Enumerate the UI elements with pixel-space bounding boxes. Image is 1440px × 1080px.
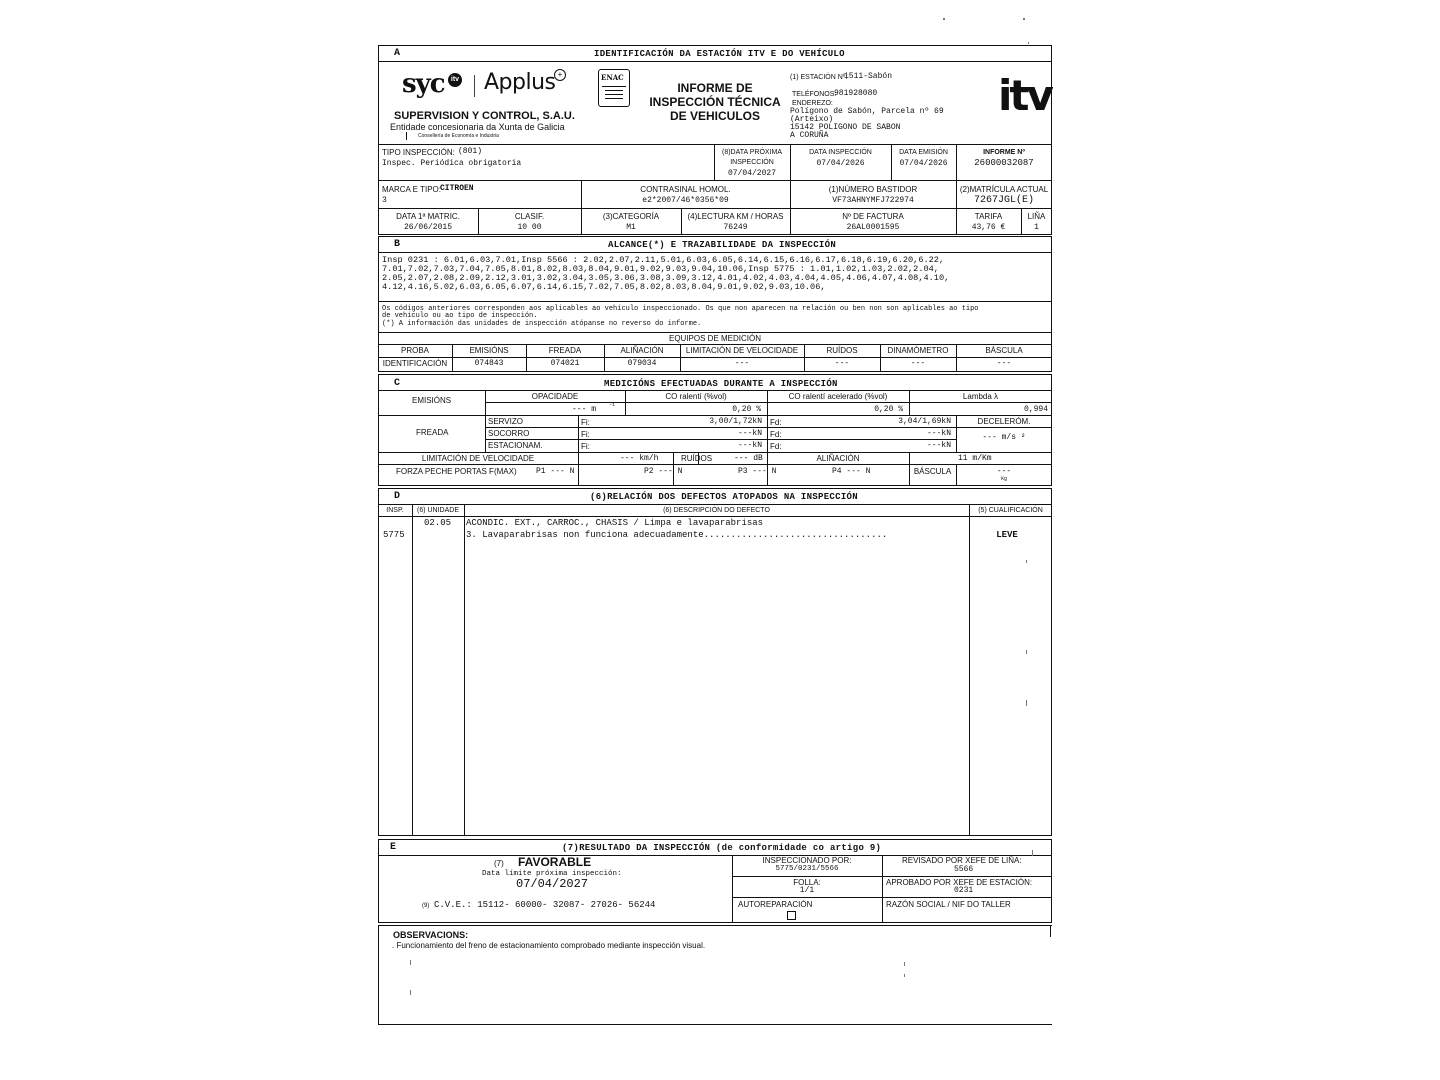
tarifa-value: 43,76 € xyxy=(971,223,1006,232)
note-line-3: (*) A información das unidades de inspección atópanse no reverso do informe. xyxy=(382,320,702,328)
equip-cell: --- xyxy=(834,359,850,368)
codes-line-3: 2.05,2.07,2.08,2.09,2.12,3.01,3.02,3.04,3.05,3.06,3.08,3.09,3.12,4.01,4.02,4.03,4.04,4.05,4.06,4.07,4.08,4.10, xyxy=(382,273,950,283)
station-label: (1) ESTACIÓN Nº: xyxy=(790,74,848,81)
emis-date-value: 07/04/2026 xyxy=(899,159,948,168)
factura-label: Nº DE FACTURA xyxy=(842,212,904,221)
report-title-1: INFORME DE xyxy=(677,81,753,95)
tipo-value: Inspec. Periódica obrigatoria xyxy=(382,159,522,168)
section-b-title: ALCANCE(*) E TRAZABILIDADE DA INSPECCIÓN xyxy=(608,240,837,250)
section-d-title: (6)RELACIÓN DOS DEFECTOS ATOPADOS NA INSPECCIÓN xyxy=(590,492,858,502)
scan-speck xyxy=(1026,560,1027,563)
enac-logo: ENAC xyxy=(598,69,630,107)
tipo-label: TIPO INSPECCIÓN: xyxy=(382,148,455,157)
insp-date-value: 07/04/2026 xyxy=(816,159,865,168)
equip-col-header: EMISIÓNS xyxy=(469,346,509,355)
emis-date-label: DATA EMISIÓN xyxy=(899,149,948,156)
section-d xyxy=(378,488,1052,836)
equip-cell: --- xyxy=(734,359,750,368)
lina-value: 1 xyxy=(1034,223,1039,232)
result-value: FAVORABLE xyxy=(518,855,592,869)
report-title-2: INSPECCIÓN TÉCNICA xyxy=(649,95,781,109)
socorro-fi-label: Fi: xyxy=(581,430,590,439)
freada-label: FREADA xyxy=(416,428,449,437)
matric-date-label: DATA 1ª MATRIC. xyxy=(396,212,460,221)
tarifa-label: TARIFA xyxy=(974,212,1003,221)
ruidos-value: --- dB xyxy=(734,454,763,463)
socorro-fi-value: ---kN xyxy=(737,429,762,438)
plus-icon: + xyxy=(554,69,566,81)
scan-speck xyxy=(904,962,905,966)
socorro-label: SOCORRO xyxy=(488,429,530,438)
servizo-fi-label: Fi: xyxy=(581,418,590,427)
equip-col-header: PROBA xyxy=(400,346,429,355)
limit-label: LIMITACIÓN DE VELOCIDADE xyxy=(421,454,535,463)
lectura-label: (4)LECTURA KM / HORAS xyxy=(687,212,784,221)
servizo-fd-value: 3,04/1,69kN xyxy=(898,417,951,426)
phones-value: 981928080 xyxy=(834,89,878,98)
model-value: 3 xyxy=(382,196,387,205)
scan-speck xyxy=(1032,850,1033,856)
codes-line-4: 4.12,4.16,5.02,6.03,6.05,6.07,6.14,6.15,7.02,7.05,8.02,8.03,8.04,9.01,9.02,9.03,10.06, xyxy=(382,282,826,292)
lambda-value: 0,994 xyxy=(1023,405,1048,414)
matricula-value: 7267JGL(E) xyxy=(973,195,1034,206)
bascula-label: BÁSCULA xyxy=(913,467,952,476)
co-acel-label: CO ralentí acelerado (%vol) xyxy=(788,392,888,401)
col-cualificacion: (5) CUALIFICACIÓN xyxy=(978,507,1043,514)
informe-label: INFORME Nº xyxy=(983,149,1025,156)
equip-col-header: RUÍDOS xyxy=(826,346,858,355)
observations-box xyxy=(378,925,1052,1025)
decelerom-value: --- m/s ² xyxy=(982,433,1026,442)
address-line-1: Polígono de Sabón, Parcela nº 69 xyxy=(790,107,944,116)
bastidor-value: VF73AHNYMFJ722974 xyxy=(832,196,914,205)
section-a-letter: A xyxy=(394,48,401,59)
bastidor-label: (1)NÚMERO BASTIDOR xyxy=(828,185,918,194)
alin-label: ALIÑACIÓN xyxy=(816,454,860,463)
servizo-fd-label: Fd: xyxy=(770,418,782,427)
next-insp-label-2: INSPECCIÓN xyxy=(730,159,774,166)
inspected-by-value: 5775/0231/5566 xyxy=(775,865,839,873)
emisions-label: EMISIÓNS xyxy=(412,396,452,405)
equip-cell: 074843 xyxy=(474,359,504,368)
concession-text: Entidade concesionaria da Xunta de Galicia xyxy=(390,122,565,132)
informe-value: 26000032087 xyxy=(974,158,1034,168)
scan-speck xyxy=(943,18,945,20)
socorro-fd-label: Fd: xyxy=(770,430,782,439)
co-acel-value: 0,20 % xyxy=(874,405,903,414)
scan-speck xyxy=(1026,650,1027,654)
opacidade-value: --- m xyxy=(572,405,597,414)
next-insp-value: 07/04/2027 xyxy=(727,169,776,178)
factura-value: 26AL0001595 xyxy=(846,223,900,232)
clasif-value: 10 00 xyxy=(517,223,542,232)
opacidade-unit: -1 xyxy=(609,402,616,408)
matricula-label: (2)MATRÍCULA ACTUAL xyxy=(959,185,1049,194)
col-descricion: (6) DESCRIPCIÓN DO DEFECTO xyxy=(663,507,770,514)
servizo-label: SERVIZO xyxy=(488,417,523,426)
approved-label: APROBADO POR XEFE DE ESTACIÓN: xyxy=(886,878,1033,887)
limit-value: --- km/h xyxy=(620,454,659,463)
scan-speck xyxy=(410,960,411,965)
station-value: 1511-Sabón xyxy=(844,72,893,81)
scan-speck xyxy=(1023,18,1025,20)
company-name: SUPERVISION Y CONTROL, S.A.U. xyxy=(394,110,575,122)
decelerom-label: DECELERÓM. xyxy=(977,417,1031,426)
p3-value: P3 --- N xyxy=(738,467,777,476)
defect-insp-value: 5775 xyxy=(383,530,405,540)
cve-code: C.V.E.: 15112- 60000- 32087- 27026- 56244 xyxy=(434,900,656,910)
reviewed-label: REVISADO POR XEFE DE LIÑA: xyxy=(902,856,1022,865)
equip-cell: 074021 xyxy=(550,359,580,368)
scan-speck xyxy=(1028,42,1029,44)
razon-label: RAZÓN SOCIAL / NIF DO TALLER xyxy=(886,900,1011,909)
estac-fd-label: Fd: xyxy=(770,442,782,451)
result-prefix: (7) xyxy=(494,859,504,868)
equip-cell: 079034 xyxy=(627,359,657,368)
phones-label: TELÉFONOS: xyxy=(792,91,837,98)
estac-fd-value: ---kN xyxy=(926,441,951,450)
alin-value: 11 m/Km xyxy=(958,454,992,463)
equip-cell: --- xyxy=(910,359,926,368)
autoreparacion-checkbox[interactable] xyxy=(787,911,796,920)
p1-value: P1 --- N xyxy=(536,467,575,476)
observations-title: OBSERVACIONS: xyxy=(393,930,469,940)
defect-description: 3. Lavaparabrisas non funciona adecuadamente.................................. xyxy=(466,530,888,540)
scan-speck xyxy=(1026,700,1027,706)
folla-label: FOLLA: xyxy=(793,878,821,887)
homol-label: CONTRASINAL HOMOL. xyxy=(640,185,731,194)
equipos-title: EQUIPOS DE MEDICIÓN xyxy=(668,334,761,343)
col-unidade: (6) UNIDADE xyxy=(416,507,459,514)
scan-speck xyxy=(410,990,411,995)
limit-date-value: 07/04/2027 xyxy=(516,877,589,891)
approved-value: 0231 xyxy=(954,886,974,895)
equip-col-header: LIMITACIÓN DE VELOCIDADE xyxy=(685,346,799,355)
equip-cell: --- xyxy=(996,359,1012,368)
section-b-letter: B xyxy=(394,239,401,250)
next-insp-label-1: (8)DATA PRÓXIMA xyxy=(721,149,783,156)
col-insp: INSP. xyxy=(386,507,404,514)
reviewed-value: 5566 xyxy=(954,865,974,874)
section-c-title: MEDICIÓNS EFECTUADAS DURANTE A INSPECCIÓN xyxy=(604,379,838,389)
equip-col-header: DINAMÓMETRO xyxy=(887,346,949,355)
defect-qualification: LEVE xyxy=(996,530,1018,540)
observations-text: . Funcionamiento del freno de estacionamiento comprobado mediante inspección visual. xyxy=(392,941,706,950)
section-e-title: (7)RESULTADO DA INSPECCIÓN (de conformidade co artigo 9) xyxy=(562,843,882,853)
inspection-report: A IDENTIFICACIÓN DA ESTACIÓN ITV E DO VEHÍCULO syc itv Applus + SUPERVISION Y CONTROL, S.A.U. Entidade concesionaria da Xunta de Galicia Consellería de Economía e Industria ENAC INFORME DE INSPECCIÓN TÉCNICA DE VEHICULOS (1) ESTACIÓN Nº: 1511-Sabón TELÉFONOS: 981928080 ENDEREZO: Polígono de Sabón, Parcela nº 69 (Arteixo) 15142 POLIGONO DE SABON A CORUÑA itv TIPO INSPECCIÓN: (801) Inspec. Periódica obrigatoria (8)DATA PRÓXIMA INSPECCIÓN 07/04/2027 DATA INSPECCIÓN 07/04/2026 DATA EMISIÓN 07/04/2026 INFORME Nº 26000032087 MARCA E TIPO: CITROEN 3 CONTRASINAL HOMOL. e2*2007/46*0356*09 (1)NÚMERO BASTIDOR VF73AHNYMFJ722974 (2)MATRÍCULA ACTUAL 7267JGL(E) DATA 1ª MATRIC. 26/06/2015 CLASIF. 10 00 (3)CATEGORÍA M1 (4)LECTURA KM / HORAS 76249 Nº DE FACTURA 26AL0001595 TARIFA 43,76 € LIÑA 1 B ALCANCE(*) E TRAZABILIDADE DA INSPECCIÓN Insp 0231 : 6.01,6.03,7.01,Insp 5566 : 2.02,2.07,2.11,5.01,6.03,6.05,6.14,6.15,6.16,6.17,6.18,6.19,6.20,6.22, 7.01,7.02,7.03,7.04,7.05,8.01,8.02,8.03,8.04,9.01,9.02,9.03,9.04,10.06,Insp 5775 : 1.01,1.02,1.03,2.02,2.04, 2.05,2.07,2.08,2.09,2.12,3.01,3.02,3.04,3.05,3.06,3.08,3.09,3.12,4.01,4.02,4.03,4.04,4.05,4.06,4.07,4.08,4.10, 4.12,4.16,5.02,6.03,6.05,6.07,6.14,6.15,7.02,7.05,8.02,8.03,8.04,9.01,9.02,9.03,10.06, Os códigos anteriores corresponden aos aplicables ao vehículo inspeccionado. Os que non aparecen na relación ou ben non son aplicables ao tipo de vehículo ou ao tipo de inspección. (*) A información das unidades de inspección atópanse no reverso do informe. EQUIPOS DE MEDICIÓN PROBA IDENTIFICACIÓN EMISIÓNS 074843 FREADA 074021 ALIÑACIÓN 079034 LIMITACIÓN DE VELOCIDADE --- RUÍDOS --- DINAMÓMETRO --- BÁSCULA --- C MEDICIÓNS EFECTUADAS DURANTE A INSPECCIÓN EMISIÓNS OPACIDADE --- m -1 CO ralentí (%vol) 0,20 % CO ralentí acelerado (%vol) 0,20 % Lambda λ 0,994 FREADA SERVIZO SOCORRO ESTACIONAM. Fi: Fi: Fi: Fd: Fd: Fd: 3,00/1,72kN ---kN ---kN 3,04/1,69kN ---kN ---kN DECELERÓM. --- m/s ² LIMITACIÓN DE VELOCIDADE --- km/h RUÍDOS --- dB ALIÑACIÓN 11 m/Km FORZA PECHE PORTAS F(MAX) P1 --- N P2 --- N P3 --- N P4 --- N BÁSCULA --- Kg D (6)RELACIÓN DOS DEFECTOS ATOPADOS NA INSPECCIÓN INSP. (6) UNIDADE (6) DESCRIPCIÓN DO DEFECTO (5) CUALIFICACIÓN 02.05 ACONDIC. EXT., CARROC., CHASIS / Limpa e lavaparabrisas 5775 3. Lavaparabrisas non funciona adecuadamente.................................. LEVE E (7)RESULTADO DA INSPECCIÓN (de conformidade co artigo 9) (7) FAVORABLE Data límite próxima inspección: 07/04/2027 (9) C.V.E.: 15112- 60000- 32087- 27026- 56244 INSPECCIONADO POR: 5775/0231/5566 FOLLA: 1/1 AUTOREPARACIÓN REVISADO POR XEFE DE LIÑA: 5566 APROBADO POR XEFE DE ESTACIÓN: 0231 RAZÓN SOCIAL / NIF DO TALLER OBSERVACIONS: . Funcionamiento del freno de estacionamiento comprobado mediante inspección visual. xyxy=(378,45,1052,1025)
cve-prefix: (9) xyxy=(422,903,430,909)
lectura-value: 76249 xyxy=(723,223,748,232)
lina-label: LIÑA xyxy=(1027,212,1046,221)
defect-unit-value: 02.05 xyxy=(424,518,452,528)
bascula-value: --- xyxy=(996,467,1012,476)
homol-value: e2*2007/46*0356*09 xyxy=(642,196,729,205)
matric-date-value: 26/06/2015 xyxy=(403,223,452,232)
limit-date-label: Data límite próxima inspección: xyxy=(482,870,622,878)
estacionam-label: ESTACIONAM. xyxy=(488,441,543,450)
note-line-2: de vehículo ou ao tipo de inspección. xyxy=(382,312,538,320)
socorro-fd-value: ---kN xyxy=(926,429,951,438)
marca-label: MARCA E TIPO: xyxy=(382,185,441,194)
section-c-letter: C xyxy=(394,378,401,389)
categoria-label: (3)CATEGORÍA xyxy=(602,212,660,221)
p4-value: P4 --- N xyxy=(832,467,871,476)
p2-value: P2 --- N xyxy=(644,467,683,476)
codes-line-2: 7.01,7.02,7.03,7.04,7.05,8.01,8.02,8.03,8.04,9.01,9.02,9.03,9.04,10.06,Insp 5775 : 1.01,1.02,1.03,2.02,2.04, xyxy=(382,264,939,274)
codes-line-1: Insp 0231 : 6.01,6.03,7.01,Insp 5566 : 2.02,2.07,2.11,5.01,6.03,6.05,6.14,6.15,6.16,6.17,6.18,6.19,6.20,6.22, xyxy=(382,255,945,265)
marca-value: CITROEN xyxy=(440,184,474,193)
address-label: ENDEREZO: xyxy=(792,100,833,107)
equip-row-label: IDENTIFICACIÓN xyxy=(382,359,448,368)
lambda-label: Lambda λ xyxy=(962,392,999,401)
estac-fi-label: Fi: xyxy=(581,442,590,451)
equip-col-header: FREADA xyxy=(548,346,582,355)
insp-date-label: DATA INSPECCIÓN xyxy=(809,149,872,156)
section-a-title: IDENTIFICACIÓN DA ESTACIÓN ITV E DO VEHÍCULO xyxy=(594,49,845,59)
co-ralenti-label: CO ralentí (%vol) xyxy=(665,392,727,401)
itv-logo: itv xyxy=(998,71,1051,120)
xunta-emblem-icon xyxy=(406,132,413,140)
address-line-3: 15142 POLIGONO DE SABON xyxy=(790,123,901,132)
section-e-letter: E xyxy=(390,842,397,853)
scan-speck xyxy=(904,974,905,977)
co-ralenti-value: 0,20 % xyxy=(732,405,761,414)
equip-col-header: ALIÑACIÓN xyxy=(620,346,664,355)
bascula-unit: Kg xyxy=(1000,476,1007,482)
defect-unit-desc: ACONDIC. EXT., CARROC., CHASIS / Limpa e lavaparabrisas xyxy=(466,518,764,528)
note-line-1: Os códigos anteriores corresponden aos aplicables ao vehículo inspeccionado. Os que non aparecen na relación ou ben non son aplicables ao tipo xyxy=(382,305,979,313)
tipo-code: (801) xyxy=(458,147,483,156)
forza-label: FORZA PECHE PORTAS F(MAX) xyxy=(396,467,517,476)
report-title-3: DE VEHICULOS xyxy=(669,109,760,123)
equip-col-header: BÁSCULA xyxy=(985,346,1023,355)
categoria-value: M1 xyxy=(626,223,636,232)
opacidade-label: OPACIDADE xyxy=(531,392,579,401)
folla-value: 1/1 xyxy=(799,886,815,895)
inspected-by-label: INSPECCIONADO POR: xyxy=(762,856,852,865)
conselleria-text: Consellería de Economía e Industria xyxy=(418,133,499,139)
servizo-fi-value: 3,00/1,72kN xyxy=(709,417,762,426)
address-line-4: A CORUÑA xyxy=(790,131,829,140)
address-line-2: (Arteixo) xyxy=(790,115,834,124)
clasif-label: CLASIF. xyxy=(514,212,545,221)
applus-logo: Applus xyxy=(484,70,556,95)
autoreparacion-label: AUTOREPARACIÓN xyxy=(738,900,813,909)
section-a xyxy=(378,45,1052,235)
estac-fi-value: ---kN xyxy=(737,441,762,450)
ruidos-label: RUÍDOS xyxy=(681,454,713,463)
section-d-letter: D xyxy=(394,491,401,502)
